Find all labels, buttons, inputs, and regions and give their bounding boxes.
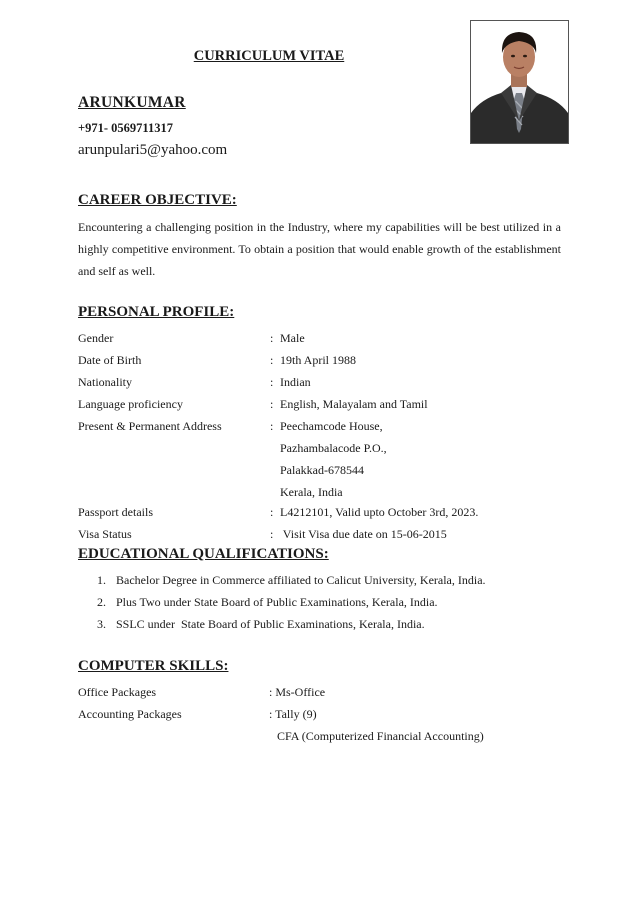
phone-number: +971- 0569711317 [78,121,173,135]
profile-photo [470,20,569,144]
career-objective-text: Encountering a challenging position in the Industry, where my capabilities will be best utilized in a highly competitive environment. To obtain a position that would enable growth of the establishment and self as well. [78,220,561,278]
profile-label: Nationality [78,375,132,389]
computer-skills-heading: COMPUTER SKILLS: [78,658,229,674]
profile-label: Gender [78,331,114,345]
skill-extra-value: CFA (Computerized Financial Accounting) [277,729,484,743]
profile-colon: : [270,527,274,541]
profile-colon: : [270,331,274,345]
profile-colon: : [270,419,274,433]
profile-value: 19th April 1988 [280,353,357,367]
profile-value: Peechamcode House, [280,419,383,433]
personal-profile-heading: PERSONAL PROFILE: [78,304,235,320]
profile-value: Male [280,331,305,345]
profile-label: Passport details [78,505,153,519]
skill-value: : Tally (9) [269,707,317,721]
profile-value: Visit Visa due date on 15-06-2015 [280,527,447,541]
career-objective-heading: CAREER OBJECTIVE: [78,192,237,208]
address-line: Kerala, India [280,485,343,499]
profile-colon: : [270,505,274,519]
education-heading: EDUCATIONAL QUALIFICATIONS: [78,546,329,562]
item-text: Plus Two under State Board of Public Examinations, Kerala, India. [116,595,438,609]
profile-value: English, Malayalam and Tamil [280,397,428,411]
email-address: arunpulari5@yahoo.com [78,142,228,158]
profile-label: Language proficiency [78,397,183,411]
profile-label: Present & Permanent Address [78,419,222,433]
item-number: 1. [97,573,106,587]
item-text: Bachelor Degree in Commerce affiliated to Calicut University, Kerala, India. [116,573,486,587]
profile-value: Indian [280,375,311,389]
document-title: CURRICULUM VITAE [193,48,345,64]
profile-label: Visa Status [78,527,132,541]
skill-label: Accounting Packages [78,707,182,721]
item-number: 2. [97,595,106,609]
candidate-name: ARUNKUMAR [78,94,186,111]
item-text: SSLC under State Board of Public Examinations, Kerala, India. [116,617,425,631]
address-line: Palakkad-678544 [280,463,364,477]
skill-label: Office Packages [78,685,157,699]
profile-colon: : [270,375,274,389]
profile-label: Date of Birth [78,353,142,367]
profile-colon: : [270,397,274,411]
profile-value: L4212101, Valid upto October 3rd, 2023. [280,505,479,519]
address-line: Pazhambalacode P.O., [280,441,387,455]
item-number: 3. [97,617,106,631]
skill-value: : Ms-Office [269,685,326,699]
profile-colon: : [270,353,274,367]
